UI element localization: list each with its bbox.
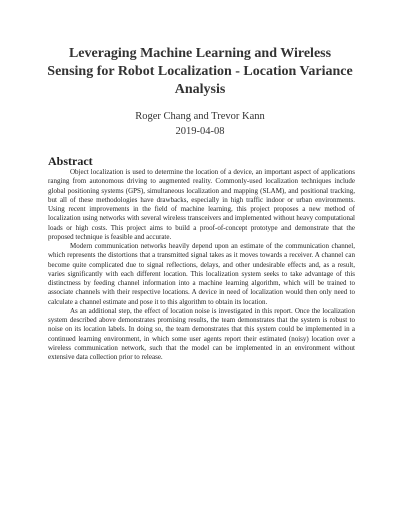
- abstract-paragraph: Object localization is used to determine the location of a device, an important aspect of applications ranging from autonomous driving to augmented reality. Commonly-used localization techniques include global positioning systems (GPS), simultaneous localization and mapping (SLAM), and positional tracking, but all of these methodologies have drawbacks, especially in high traffic indoor or urban environments. Using recent improvements in the field of machine learning, this project proposes a new method of localization using networks with several wireless transceivers and implemented without heavy computational loads or high costs. This project aims to build a proof-of-concept prototype and demonstrate that the proposed technique is feasible and accurate.: [48, 168, 355, 241]
- abstract-paragraph: As an additional step, the effect of location noise is investigated in this report. Once the localization system described above demonstrates promising results, the team demonstrates that the system is robust to noise on its location labels. In doing so, the team demonstrates that this system could be implemented in a continued learning environment, in which some user agents report their estimated (noisy) location over a wireless communication network, such that the model can be implemented in an environment without extensive data collection prior to release.: [48, 306, 355, 361]
- abstract-paragraph: Modern communication networks heavily depend upon an estimate of the communication channel, which represents the distortions that a transmitted signal takes as it moves towards a receiver. A channel can become quite complicated due to signal reflections, delays, and other undesirable effects and, as a result, varies significantly with each different location. This localization system seeks to take advantage of this distinctness by feeding channel information into a machine learning algorithm, which will be trained to associate channels with their respective locations. A device in need of localization would then only need to calculate a channel estimate and pose it to this algorithm to obtain its location.: [48, 242, 355, 306]
- paper-date: 2019-04-08: [175, 126, 225, 137]
- abstract-heading: Abstract: [48, 154, 93, 168]
- abstract-body: [48, 168, 355, 362]
- paper-title: Leveraging Machine Learning and Wireless Sensing for Robot Localization - Location Variance Analysis: [47, 46, 353, 97]
- paper-authors: Roger Chang and Trevor Kann: [135, 111, 265, 122]
